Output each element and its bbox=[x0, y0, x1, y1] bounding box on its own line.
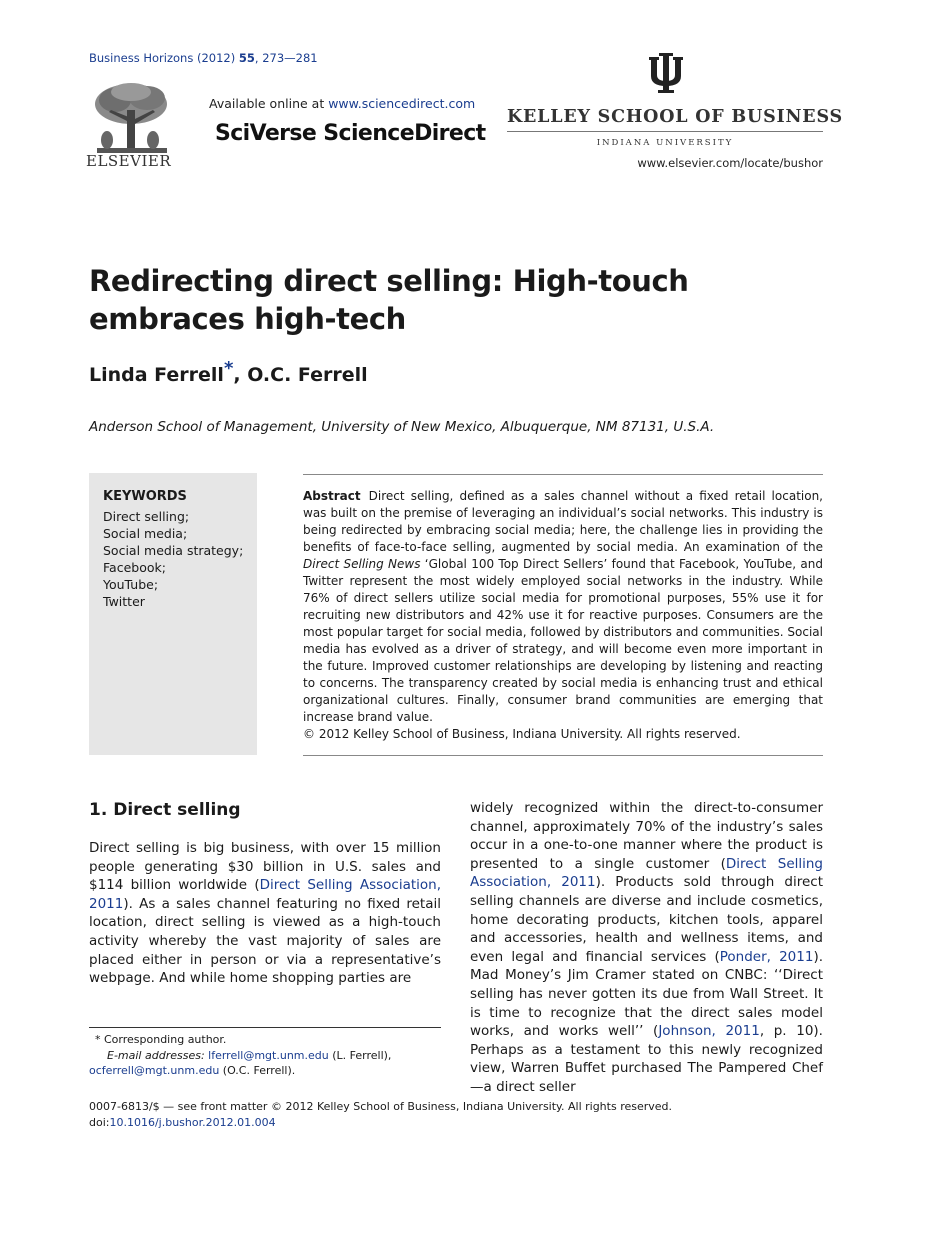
body-left-column bbox=[89, 839, 441, 988]
body-text: , p. 10). Perhaps as a testament to this newly recognized view, Warren Buffet purchased The Pampered Chef—a direct seller bbox=[470, 1023, 823, 1095]
keyword-item: Social media; bbox=[103, 526, 188, 541]
email-line bbox=[89, 1048, 441, 1064]
body-text: widely recognized within the direct-to-consumer channel, approximately 70% of the industry’s sales occur in a one-to-one manner where the product is presented to a single customer ( bbox=[470, 800, 823, 872]
abstract bbox=[303, 488, 823, 726]
email-link[interactable]: ocferrell@mgt.unm.edu bbox=[89, 1064, 220, 1077]
keyword-item: Direct selling; bbox=[103, 509, 190, 524]
corresponding-author-note: * Corresponding author. bbox=[95, 1033, 227, 1046]
journal-citation[interactable] bbox=[89, 51, 318, 65]
keyword-item: Social media strategy; bbox=[103, 543, 244, 558]
keyword-item: YouTube; bbox=[103, 577, 159, 592]
issn-line: 0007-6813/$ — see front matter © 2012 Kelley School of Business, Indiana University. All rights reserved. bbox=[89, 1100, 673, 1113]
keyword-item: Facebook; bbox=[103, 560, 166, 575]
footnote bbox=[89, 1032, 441, 1079]
corresponding-author-marker[interactable]: * bbox=[223, 358, 234, 379]
affiliation: Anderson School of Management, University of New Mexico, Albuquerque, NM 87131, U.S.A. bbox=[89, 419, 715, 435]
body-text: ). As a sales channel featuring no fixed retail location, direct selling is viewed as a high-touch activity whereby the vast majority of sales are placed either in person or via a representative’s webpage. And while home shopping parties are bbox=[89, 895, 441, 987]
citation-link[interactable]: Johnson, 2011 bbox=[658, 1023, 760, 1040]
citation-link[interactable]: Ponder, 2011 bbox=[719, 948, 814, 965]
kelley-school-name: KELLEY SCHOOL OF BUSINESS bbox=[507, 107, 843, 127]
citation-link[interactable]: Direct Selling Association, 2011 bbox=[470, 855, 823, 891]
abstract-copyright: © 2012 Kelley School of Business, Indiana University. All rights reserved. bbox=[303, 727, 741, 741]
journal-volume: 55 bbox=[238, 51, 255, 65]
abstract-top-rule bbox=[303, 474, 823, 475]
journal-url[interactable]: www.elsevier.com/locate/bushor bbox=[637, 156, 823, 170]
available-online bbox=[209, 96, 475, 111]
journal-pages: , 273—281 bbox=[254, 51, 318, 65]
email-owner: (O.C. Ferrell). bbox=[219, 1064, 296, 1077]
doi-label: doi: bbox=[89, 1115, 110, 1129]
email-line bbox=[89, 1063, 441, 1079]
author-1: Linda Ferrell bbox=[89, 364, 224, 386]
abstract-bottom-rule bbox=[303, 755, 823, 756]
doi-line bbox=[89, 1115, 672, 1131]
author-2: , O.C. Ferrell bbox=[233, 364, 368, 386]
author-list bbox=[89, 358, 368, 386]
journal-name: Business Horizons (2012) bbox=[89, 51, 236, 65]
email-owner: (L. Ferrell), bbox=[328, 1048, 392, 1062]
keywords-list bbox=[103, 508, 243, 610]
body-text: Direct selling is big business, with over 15 million people generating $30 billion in U.S. sales and $114 billion worldwide ( bbox=[89, 840, 441, 894]
abstract-label: Abstract bbox=[303, 489, 361, 503]
section-heading: 1. Direct selling bbox=[89, 800, 241, 820]
kelley-divider bbox=[507, 131, 823, 132]
doi-link[interactable]: 10.1016/j.bushor.2012.01.004 bbox=[109, 1115, 276, 1129]
keywords-heading: KEYWORDS bbox=[103, 489, 187, 504]
email-label: E-mail addresses: bbox=[107, 1048, 205, 1062]
citation-link[interactable]: Direct Selling Association, 2011 bbox=[89, 877, 441, 912]
footnote-rule bbox=[89, 1027, 441, 1028]
available-prefix: Available online at bbox=[209, 96, 329, 111]
iu-trident-icon bbox=[648, 53, 684, 93]
body-text: ). Mad Money’s Jim Cramer stated on CNBC: ‘‘Direct selling has never gotten its due from Wall Street. It is time to recognize that the direct sales model works, and works well’’ ( bbox=[470, 948, 824, 1040]
email-link[interactable]: lferrell@mgt.unm.edu bbox=[208, 1048, 329, 1062]
body-text: ). Products sold through direct selling channels are diverse and include cosmetics, home decorating products, kitchen tools, apparel and accessories, health and wellness items, and even legal and financial services ( bbox=[470, 874, 823, 965]
article-title: Redirecting direct selling: High-touch embraces high-tech bbox=[89, 264, 689, 336]
abstract-italic: Direct Selling News bbox=[303, 557, 421, 571]
body-right-column bbox=[470, 799, 823, 1097]
sciencedirect-link[interactable]: www.sciencedirect.com bbox=[328, 96, 476, 111]
indiana-university-label: INDIANA UNIVERSITY bbox=[596, 138, 734, 148]
keyword-item: Twitter bbox=[103, 594, 145, 609]
sciverse-logo[interactable]: SciVerse ScienceDirect bbox=[215, 121, 486, 146]
elsevier-wordmark: ELSEVIER bbox=[86, 152, 172, 170]
abstract-text-1: Direct selling, defined as a sales channel without a fixed retail location, was built on the premise of leveraging an individual’s social networks. This industry is being redirected by embracing social media; here, the challenge lies in providing the benefits of face-to-face selling, augmented by social media. An examination of the bbox=[303, 489, 823, 554]
issn-doi-block bbox=[89, 1099, 672, 1130]
abstract-text-2: ‘Global 100 Top Direct Sellers’ found that Facebook, YouTube, and Twitter represent the most widely employed social networks in the industry. While 76% of direct sellers utilize social media for promotional purposes, 55% use it for recruiting new distributors and 42% use it for reactive purposes. Consumers are the most popular target for social media, followed by distributors and communities. Social media has evolved as a driver of strategy, and will become even more important in the future. Improved customer relationships are developing by listening and reacting to concerns. The transparency created by social media is enhancing trust and ethical organizational cultures. Finally, consumer brand communities are emerging that increase brand value. bbox=[303, 557, 823, 724]
